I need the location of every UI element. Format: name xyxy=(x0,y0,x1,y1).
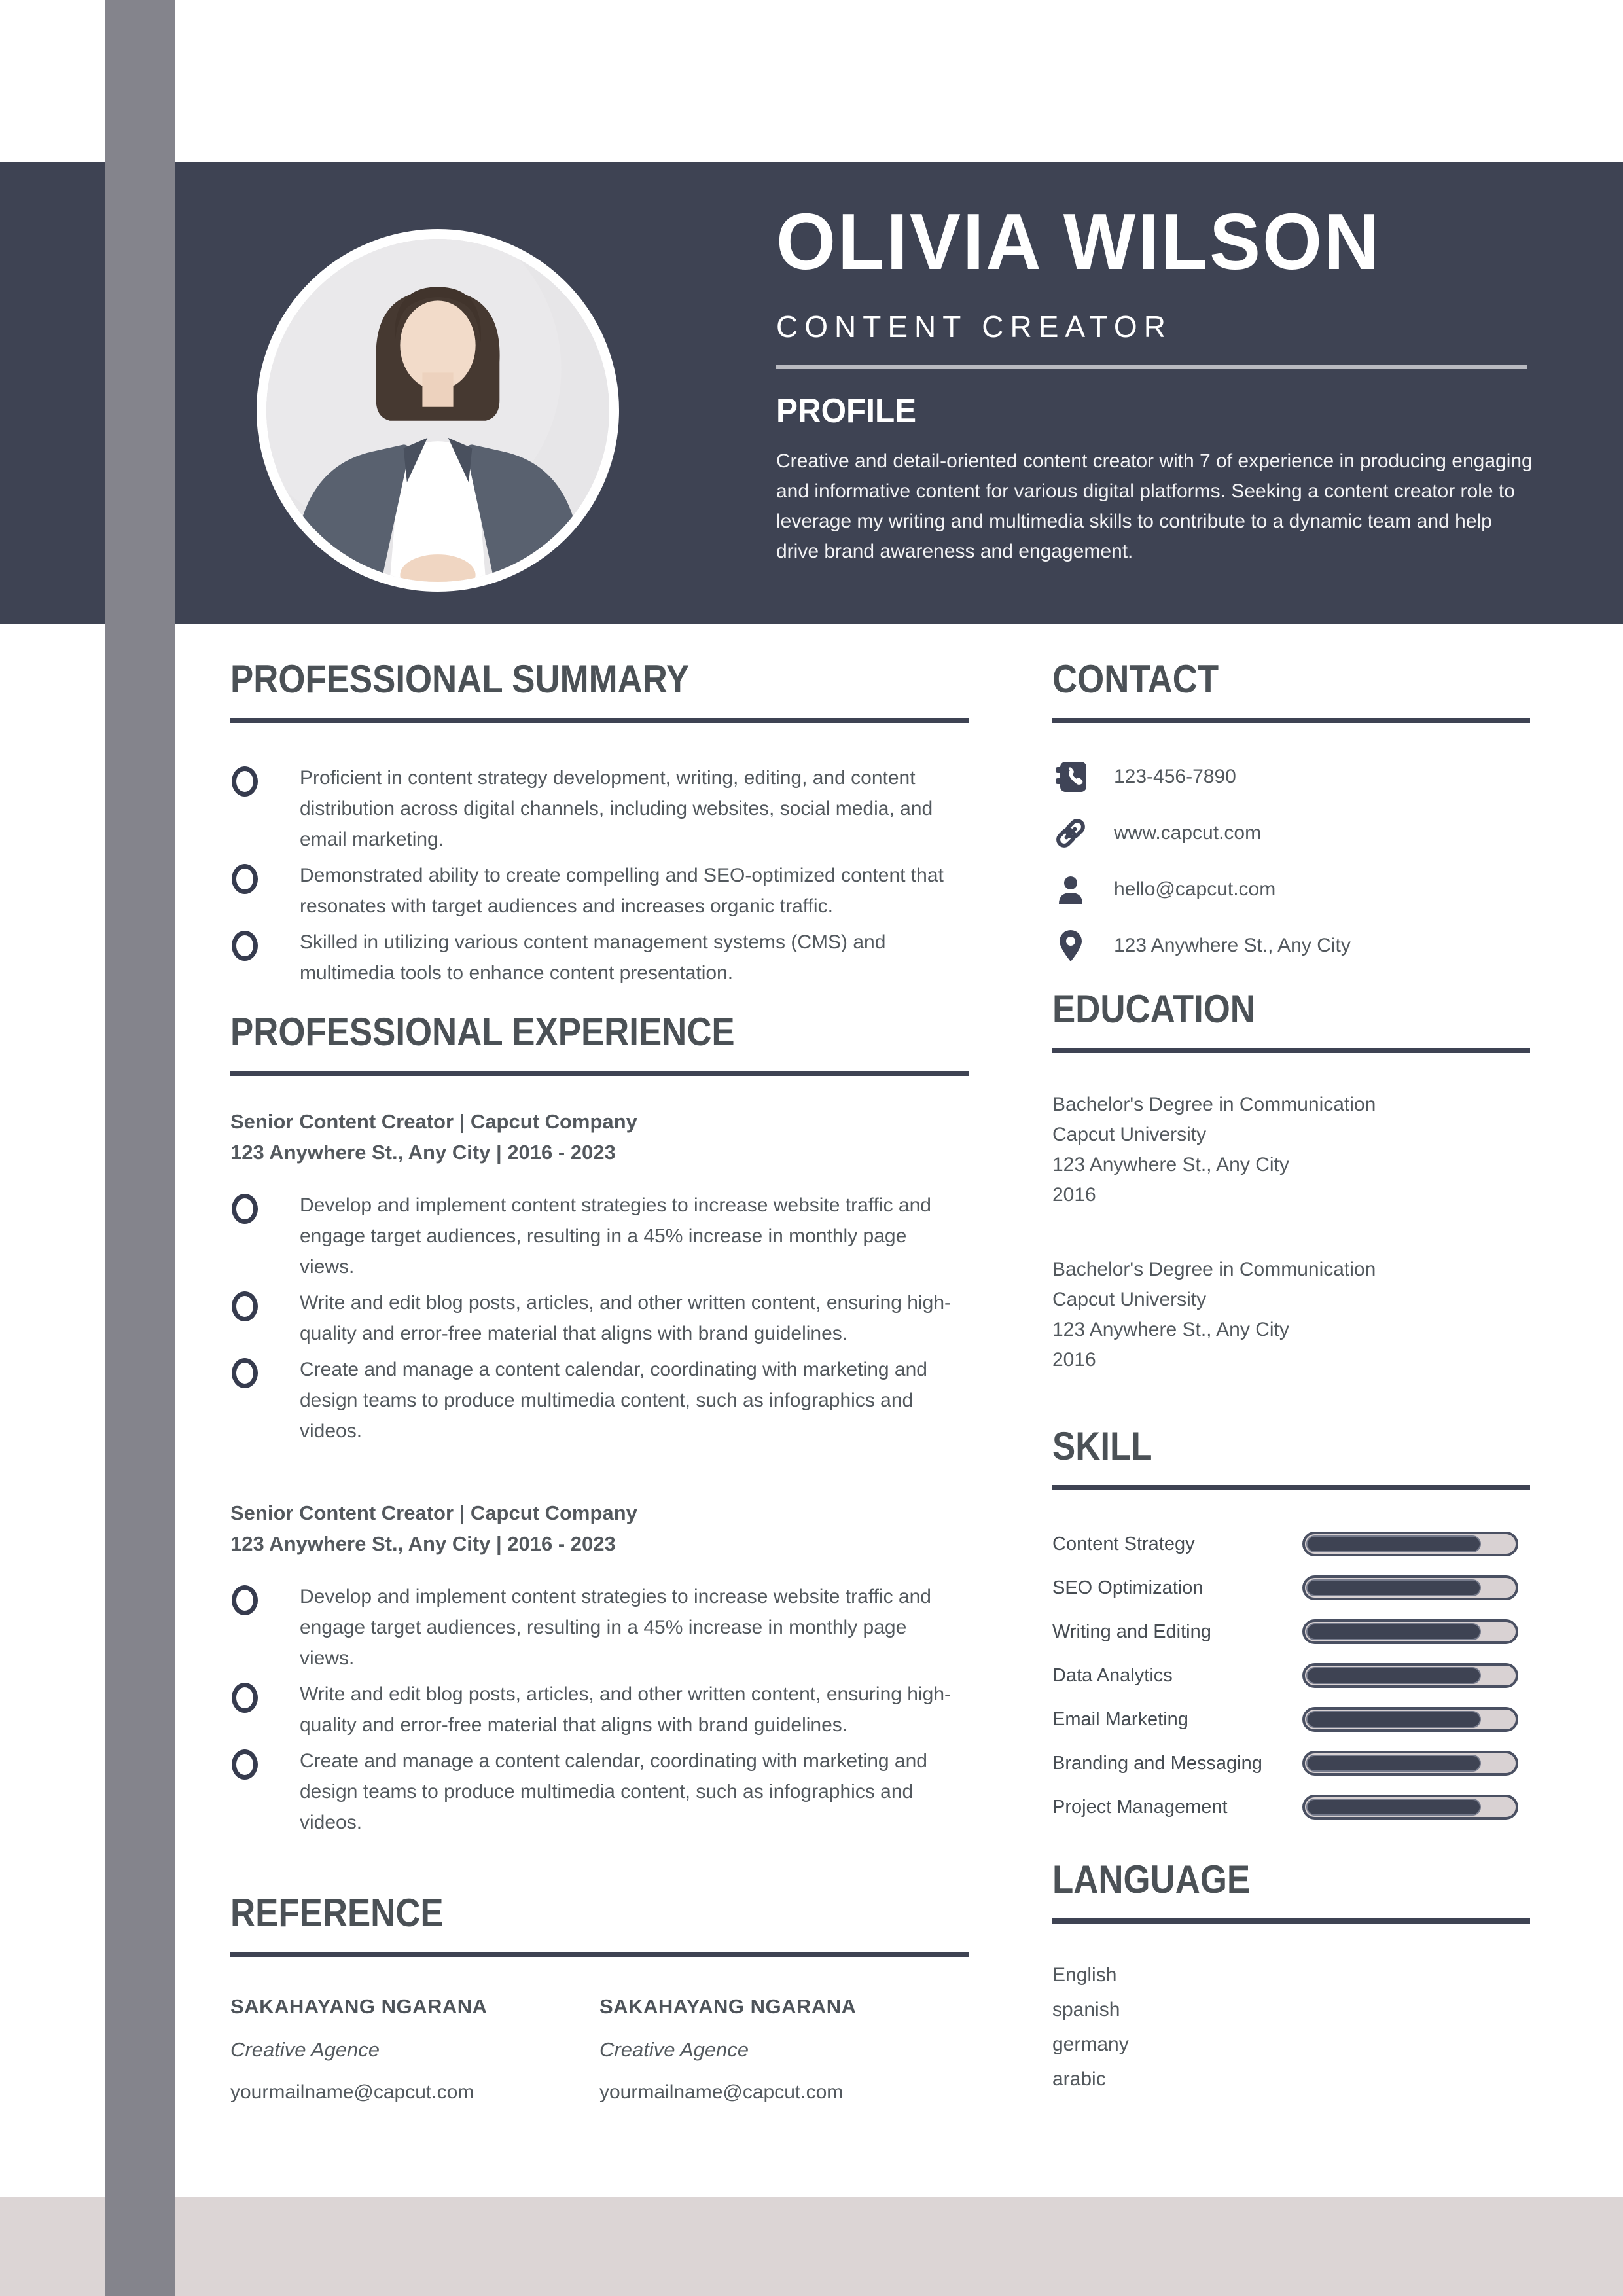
contact-value: 123-456-7890 xyxy=(1114,766,1236,787)
language-item: germany xyxy=(1052,2034,1129,2055)
skill-label: Writing and Editing xyxy=(1052,1621,1211,1642)
job-title: Senior Content Creator | Capcut Company xyxy=(230,1110,637,1133)
bullet-ring-icon xyxy=(232,1194,258,1224)
section-rule xyxy=(230,1952,969,1957)
list-item-text: Proficient in content strategy development, writing, editing, and content distribution across digital channels, including websites, social media, and email marketing. xyxy=(300,767,933,850)
list-item xyxy=(230,1354,954,1446)
bullet-ring-icon xyxy=(232,1749,258,1780)
education-school: Capcut University xyxy=(1052,1124,1207,1145)
skill-bar xyxy=(1302,1751,1518,1776)
skill-bar xyxy=(1302,1532,1518,1556)
list-item-text: Create and manage a content calendar, coordinating with marketing and design teams to produce multimedia content, such as infographics and videos. xyxy=(300,1750,927,1833)
reference-email: yourmailname@capcut.com xyxy=(599,2081,844,2103)
reference-entry xyxy=(599,1995,969,2104)
contact-value: 123 Anywhere St., Any City xyxy=(1114,935,1351,956)
location-pin-icon xyxy=(1052,927,1089,964)
education-heading: EDUCATION xyxy=(1052,987,1255,1031)
language-item: spanish xyxy=(1052,1999,1120,2020)
section-rule xyxy=(230,1071,969,1076)
header-divider xyxy=(776,365,1527,369)
skill-bar-fill xyxy=(1306,1711,1481,1728)
job-meta: 123 Anywhere St., Any City | 2016 - 2023 xyxy=(230,1532,616,1555)
experience-heading: PROFESSIONAL EXPERIENCE xyxy=(230,1010,735,1054)
contact-list xyxy=(1052,759,1530,964)
job-header xyxy=(230,1498,969,1559)
section-rule xyxy=(1052,1485,1530,1490)
reference-role: Creative Agence xyxy=(599,2038,749,2061)
list-item-text: Develop and implement content strategies to increase website traffic and engage target audiences, resulting in a 45% increase in monthly page views. xyxy=(300,1586,931,1669)
list-item xyxy=(230,927,954,988)
list-item-text: Develop and implement content strategies to increase website traffic and engage target audiences, resulting in a 45% increase in monthly page views. xyxy=(300,1194,931,1278)
bullet-ring-icon xyxy=(232,1585,258,1615)
bullet-ring-icon xyxy=(232,1683,258,1713)
footer-band xyxy=(0,2197,1623,2296)
job-title: Senior Content Creator | Capcut Company xyxy=(230,1501,637,1524)
summary-heading: PROFESSIONAL SUMMARY xyxy=(230,657,690,701)
left-accent-stripe xyxy=(105,0,175,2296)
skill-bar xyxy=(1302,1795,1518,1820)
list-item-text: Demonstrated ability to create compelling and SEO-optimized content that resonates with target audiences and increases organic traffic. xyxy=(300,865,944,917)
list-item xyxy=(230,1581,954,1674)
list-item xyxy=(230,1287,954,1349)
skill-bar xyxy=(1302,1575,1518,1600)
job-bullet-list xyxy=(230,1581,961,1838)
bullet-ring-icon xyxy=(232,1358,258,1388)
reference-email: yourmailname@capcut.com xyxy=(230,2081,474,2103)
contact-item xyxy=(1052,815,1530,852)
bullet-ring-icon xyxy=(232,864,258,894)
contact-item xyxy=(1052,927,1530,964)
skill-row xyxy=(1052,1575,1530,1601)
profile-photo xyxy=(257,229,619,592)
phone-book-icon xyxy=(1052,759,1089,795)
skill-label: Content Strategy xyxy=(1052,1533,1195,1554)
bullet-ring-icon xyxy=(232,1291,258,1321)
reference-heading: REFERENCE xyxy=(230,1891,444,1935)
list-item xyxy=(230,762,954,855)
profile-text: Creative and detail-oriented content creator with 7 of experience in producing engaging and informative content for various digital platforms. Seeking a content creator role to leverage my writing and multimedia skills to contribute to a dynamic team and help drive brand awareness and engagement. xyxy=(776,450,1533,562)
contact-value: hello@capcut.com xyxy=(1114,878,1276,900)
reference-entry xyxy=(230,1995,599,2104)
language-item: arabic xyxy=(1052,2068,1106,2090)
bullet-ring-icon xyxy=(232,766,258,797)
section-rule xyxy=(1052,1918,1530,1924)
contact-item xyxy=(1052,871,1530,908)
education-year: 2016 xyxy=(1052,1349,1096,1371)
section-rule xyxy=(1052,718,1530,723)
summary-list xyxy=(230,762,961,988)
job-meta: 123 Anywhere St., Any City | 2016 - 2023 xyxy=(230,1141,616,1164)
list-item xyxy=(230,860,954,922)
education-degree: Bachelor's Degree in Communication xyxy=(1052,1094,1376,1115)
skill-bar-fill xyxy=(1306,1667,1481,1684)
profile-heading: PROFILE xyxy=(776,392,917,430)
skill-label: Branding and Messaging xyxy=(1052,1752,1262,1774)
section-rule xyxy=(230,718,969,723)
reference-entries xyxy=(230,1995,969,2104)
person-icon xyxy=(1052,871,1089,908)
link-icon xyxy=(1052,815,1089,852)
skill-bar-fill xyxy=(1306,1755,1481,1772)
education-address: 123 Anywhere St., Any City xyxy=(1052,1319,1289,1340)
education-year: 2016 xyxy=(1052,1184,1096,1206)
skill-bar xyxy=(1302,1663,1518,1688)
skill-heading: SKILL xyxy=(1052,1424,1152,1468)
education-school: Capcut University xyxy=(1052,1289,1207,1310)
skill-bar-fill xyxy=(1306,1579,1481,1596)
reference-name: SAKAHAYANG NGARANA xyxy=(599,1995,857,2018)
language-list xyxy=(1052,1958,1530,2096)
contact-heading: CONTACT xyxy=(1052,657,1219,701)
reference-name: SAKAHAYANG NGARANA xyxy=(230,1995,488,2018)
language-heading: LANGUAGE xyxy=(1052,1857,1251,1901)
skill-bar xyxy=(1302,1707,1518,1732)
education-degree: Bachelor's Degree in Communication xyxy=(1052,1259,1376,1280)
skill-label: Project Management xyxy=(1052,1796,1228,1818)
skill-bar xyxy=(1302,1619,1518,1644)
skill-label: SEO Optimization xyxy=(1052,1577,1204,1598)
contact-value: www.capcut.com xyxy=(1114,822,1262,844)
list-item xyxy=(230,1190,954,1282)
education-address: 123 Anywhere St., Any City xyxy=(1052,1154,1289,1175)
skill-row xyxy=(1052,1750,1530,1776)
section-rule xyxy=(1052,1048,1530,1053)
skill-row xyxy=(1052,1531,1530,1557)
reference-role: Creative Agence xyxy=(230,2038,380,2061)
list-item-text: Write and edit blog posts, articles, and other written content, ensuring high-quality and error-free material that aligns with brand guidelines. xyxy=(300,1292,951,1344)
skill-bar-fill xyxy=(1306,1799,1481,1816)
skill-list xyxy=(1052,1531,1530,1820)
list-item-text: Write and edit blog posts, articles, and other written content, ensuring high-quality and error-free material that aligns with brand guidelines. xyxy=(300,1683,951,1736)
skill-row xyxy=(1052,1794,1530,1820)
portrait-illustration xyxy=(266,239,609,582)
list-item xyxy=(230,1679,954,1740)
bullet-ring-icon xyxy=(232,931,258,961)
education-entry xyxy=(1052,1090,1530,1210)
skill-label: Email Marketing xyxy=(1052,1708,1188,1730)
person-role: CONTENT CREATOR xyxy=(776,310,1172,344)
skill-bar-fill xyxy=(1306,1623,1481,1640)
skill-row xyxy=(1052,1619,1530,1645)
person-name: OLIVIA WILSON xyxy=(776,197,1382,286)
contact-item xyxy=(1052,759,1530,795)
job-bullet-list xyxy=(230,1190,961,1446)
list-item-text: Create and manage a content calendar, coordinating with marketing and design teams to produce multimedia content, such as infographics and videos. xyxy=(300,1359,927,1442)
skill-row xyxy=(1052,1662,1530,1689)
education-entry xyxy=(1052,1255,1530,1375)
skill-label: Data Analytics xyxy=(1052,1664,1173,1686)
skill-bar-fill xyxy=(1306,1535,1481,1552)
language-item: English xyxy=(1052,1964,1117,1986)
list-item xyxy=(230,1746,954,1838)
list-item-text: Skilled in utilizing various content management systems (CMS) and multimedia tools to enhance content presentation. xyxy=(300,931,886,984)
skill-row xyxy=(1052,1706,1530,1732)
job-header xyxy=(230,1106,969,1168)
